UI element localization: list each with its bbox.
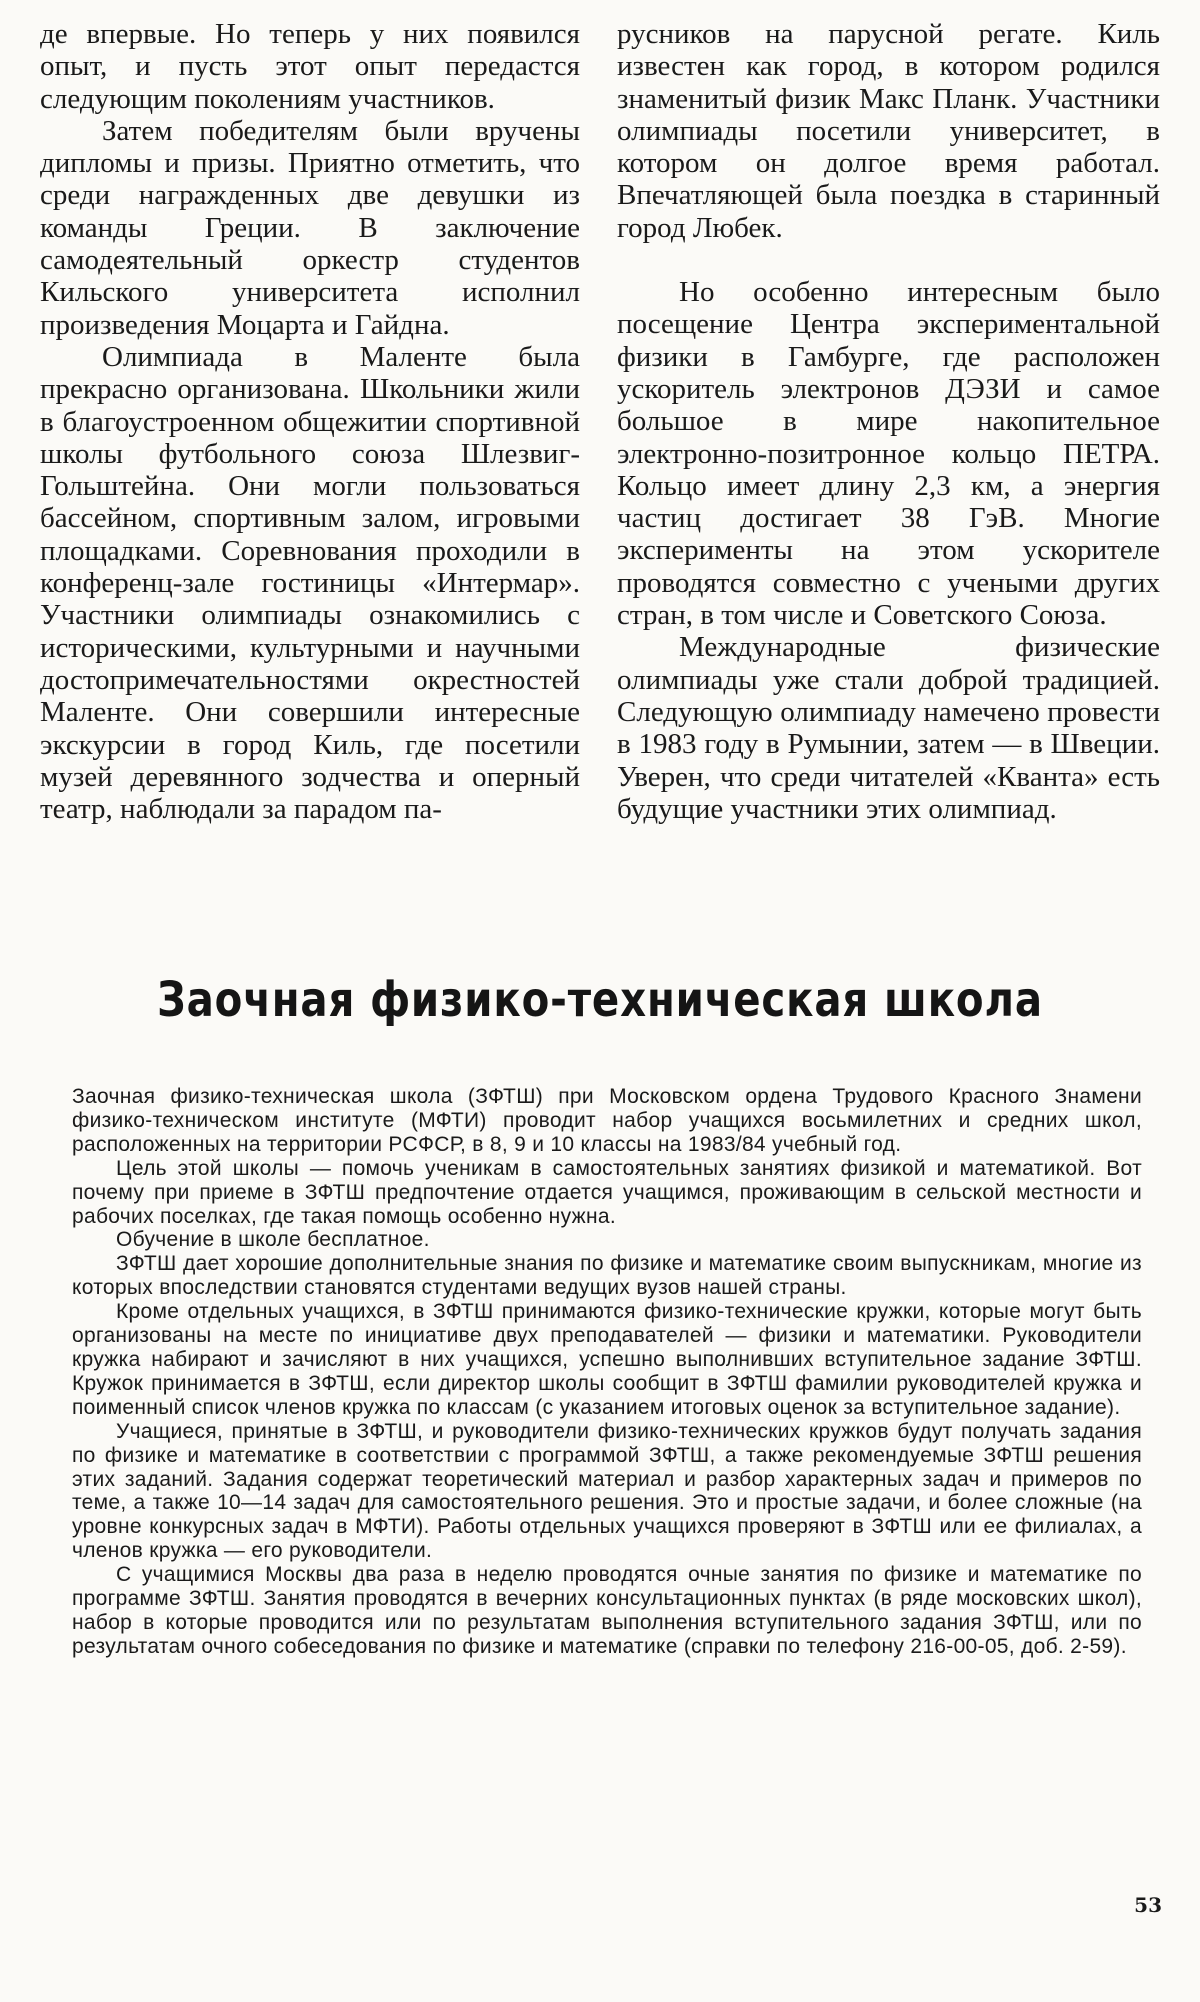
left-paragraph-3: Олимпиада в Маленте была прекрасно организована. Школьники жили в благоустроенном общежитии спортивной школы футбольного союза Шлезвиг-Гольштейна. Они могли пользоваться бассейном, спортивным залом, игровыми площадками. Соревнования проходили в конференц-зале гостиницы «Интермар». Участники олимпиады ознакомились с историческими, культурными и научными достопримечательностями окрестностей Маленте. Они совершили интересные экскурсии в город Киль, где посетили музей деревянного зодчества и оперный театр, наблюдали за парадом па- bbox=[40, 340, 580, 826]
page-number: 53 bbox=[1134, 1893, 1162, 1917]
article-paragraph-1: Заочная физико-техническая школа (ЗФТШ) при Московском ордена Трудового Красного Знамени физико-техническом институте (МФТИ) проводит набор учащихся восьмилетних и средних школ, расположенных на территории РСФСР, в 8, 9 и 10 классы на 1983/84 учебный год. bbox=[72, 1085, 1142, 1156]
right-paragraph-3: Международные физические олимпиады уже стали доброй традицией. Следующую олимпиаду намечено провести в 1983 году в Румынии, затем — в Швеции. Уверен, что среди читателей «Кванта» есть будущие участники этих олимпиад. bbox=[617, 631, 1160, 825]
left-paragraph-2: Затем победителям были вручены дипломы и призы. Приятно отметить, что среди награжденных две девушки из команды Греции. В заключение самодеятельный оркестр студентов Кильского университета исполнил произведения Моцарта и Гайдна. bbox=[40, 114, 580, 341]
right-paragraph-2: Но особенно интересным было посещение Центра экспериментальной физики в Гамбурге, где расположен ускоритель электронов ДЭЗИ и самое большое в мире накопительное электронно-позитронное кольцо ПЕТРА. Кольцо имеет длину 2,3 км, а энергия частиц достигает 38 ГэВ. Многие эксперименты на этом ускорителе проводятся совместно с учеными других стран, в том числе и Советского Союза. bbox=[617, 276, 1160, 632]
left-column bbox=[40, 18, 580, 825]
article-title: Заочная физико-техническая школа bbox=[157, 972, 1043, 1028]
article-paragraph-5: Кроме отдельных учащихся, в ЗФТШ принимаются физико-технические кружки, которые могут быть организованы на месте по инициативе двух преподавателей — физики и математики. Руководители кружка набирают и зачисляют в них учащихся, успешно выполнивших вступительное задание ЗФТШ. Кружок принимается в ЗФТШ, если директор школы сообщит в ЗФТШ фамилии руководителей кружка и поименный список членов кружка по классам (с указанием итоговых оценок за вступительное задание). bbox=[72, 1300, 1142, 1419]
article-body bbox=[72, 1085, 1142, 1659]
right-column bbox=[617, 18, 1160, 825]
article-paragraph-7: С учащимися Москвы два раза в неделю проводятся очные занятия по физике и математике по программе ЗФТШ. Занятия проводятся в вечерних консультационных пунктах (в ряде московских школ), набор в которые проводится или по результатам выполнения вступительного задания ЗФТШ, или по результатам очного собеседования по физике и математике (справки по телефону 216-00-05, доб. 2-59). bbox=[72, 1563, 1142, 1658]
article-paragraph-3: Обучение в школе бесплатное. bbox=[116, 1228, 430, 1252]
article-paragraph-2: Цель этой школы — помочь ученикам в самостоятельных занятиях физикой и математикой. Вот почему при приеме в ЗФТШ предпочтение отдается учащимся, проживающим в сельской местности и рабочих поселках, где такая помощь особенно нужна. bbox=[72, 1156, 1142, 1228]
left-paragraph-1: де впервые. Но теперь у них появился опыт, и пусть этот опыт передастся следующим поколениям участников. bbox=[40, 18, 580, 115]
article-paragraph-6: Учащиеся, принятые в ЗФТШ, и руководители физико-технических кружков будут получать задания по физике и математике в соответствии с программой ЗФТШ, а также рекомендуемые ЗФТШ решения этих заданий. Задания содержат теоретический материал и разбор характерных задач и примеров по теме, а также 10—14 задач для самостоятельного решения. Это и простые задачи, и более сложные (на уровне конкурсных задач в МФТИ). Работы отдельных учащихся проверяют в ЗФТШ или ее филиалах, а членов кружка — его руководители. bbox=[72, 1419, 1142, 1563]
article-paragraph-4: ЗФТШ дает хорошие дополнительные знания по физике и математике своим выпускникам, многие из которых впоследствии становятся студентами ведущих вузов нашей страны. bbox=[72, 1252, 1142, 1300]
right-paragraph-1: русников на парусной регате. Киль известен как город, в котором родился знаменитый физик Макс Планк. Участники олимпиады посетили университет, в котором он долгое время работал. Впечатляющей была поездка в старинный город Любек. bbox=[617, 18, 1160, 244]
